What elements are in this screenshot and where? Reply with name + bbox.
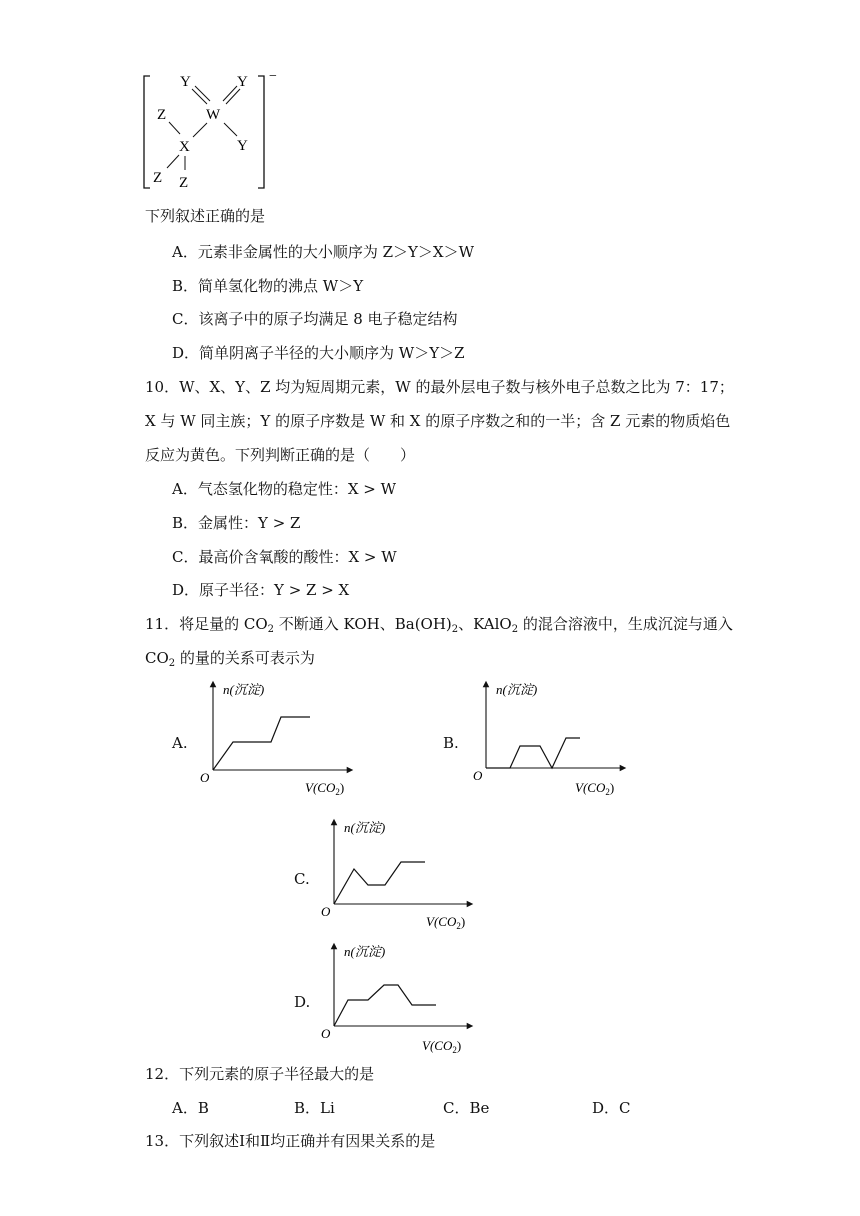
q10-line-1: 10．W、X、Y、Z 均为短周期元素，W 的最外层电子数与核外电子总数之比为 7：17；: [145, 378, 734, 396]
graph-a-ylabel: n(沉淀): [223, 682, 265, 697]
q11-line-1: 11．将足量的 $CO_2$ 不断通入 KOH、$Ba(OH)_2$、KAlO$_2$ 的混合溶液中，生成沉淀与通入: [145, 615, 733, 635]
q10-option-c: C．最高价含氧酸的酸性：X > W: [172, 548, 397, 566]
graph-c-curve: [334, 862, 425, 904]
q11-choice-a-label: A.: [172, 734, 188, 752]
q12-stem: 12．下列元素的原子半径最大的是: [145, 1065, 375, 1083]
atom-y-top-right: Y: [237, 74, 248, 90]
q12-option-c: C．Be: [443, 1099, 490, 1117]
q10-line-2: X 与 W 同主族；Y 的原子序数是 W 和 X 的原子序数之和的一半；含 Z 元素的物质焰色: [145, 412, 731, 430]
graph-b-ylabel: n(沉淀): [496, 682, 538, 697]
atom-x: X: [179, 139, 190, 155]
atom-z-bottom-left: Z: [153, 170, 163, 186]
graph-d: [318, 938, 488, 1060]
q11-choice-b-label: B.: [443, 734, 459, 752]
q12-option-b: B．Li: [294, 1099, 335, 1117]
charge-sign: −: [269, 69, 277, 84]
graph-c-ylabel: n(沉淀): [344, 820, 386, 835]
graph-a: [195, 676, 365, 800]
graph-b-origin: O: [473, 768, 483, 783]
q12-option-a: A．B: [172, 1099, 209, 1117]
graph-c: [318, 814, 488, 936]
graph-c-origin: O: [321, 904, 331, 919]
atom-z-bottom: Z: [179, 175, 189, 191]
graph-c-xlabel: $V(CO_2)$: [426, 914, 466, 931]
ion-structure-diagram: [140, 66, 290, 196]
q9-option-d: D．简单阴离子半径的大小顺序为 W＞Y＞Z: [172, 344, 465, 362]
left-bracket: [144, 76, 150, 188]
right-bracket: [258, 76, 264, 188]
atom-y-right: Y: [237, 138, 248, 154]
q11-choice-d-label: D.: [294, 993, 311, 1011]
q9-option-a: A．元素非金属性的大小顺序为 Z＞Y＞X＞W: [172, 243, 475, 261]
graph-d-curve: [334, 985, 436, 1026]
graph-d-ylabel: n(沉淀): [344, 944, 386, 959]
q10-option-a: A．气态氢化物的稳定性：X > W: [172, 480, 397, 498]
q10-line-3: 反应为黄色。下列判断正确的是（ ）: [145, 446, 416, 464]
atom-w: W: [206, 107, 221, 123]
graph-d-origin: O: [321, 1026, 331, 1041]
q9-option-c: C．该离子中的原子均满足 8 电子稳定结构: [172, 310, 458, 328]
q12-option-d: D．C: [592, 1099, 631, 1117]
graph-b: [468, 676, 638, 800]
graph-d-xlabel: $V(CO_2)$: [422, 1038, 462, 1055]
q11-line-2: $CO_2$ 的量的关系可表示为: [145, 649, 315, 669]
graph-a-xlabel: $V(CO_2)$: [305, 780, 345, 797]
q10-option-d: D．原子半径：Y > Z > X: [172, 581, 350, 599]
q13-stem: 13．下列叙述Ⅰ和Ⅱ均正确并有因果关系的是: [145, 1132, 436, 1150]
graph-a-origin: O: [200, 770, 210, 785]
q9-stem: 下列叙述正确的是: [145, 207, 266, 225]
atom-z-left: Z: [157, 107, 167, 123]
q11-choice-c-label: C.: [294, 870, 310, 888]
graph-a-curve: [213, 717, 310, 770]
graph-b-curve: [486, 738, 580, 768]
graph-b-xlabel: $V(CO_2)$: [575, 780, 615, 797]
atom-y-top-left: Y: [180, 74, 191, 90]
q10-option-b: B．金属性：Y > Z: [172, 514, 301, 532]
q9-option-b: B．简单氢化物的沸点 W＞Y: [172, 277, 364, 295]
